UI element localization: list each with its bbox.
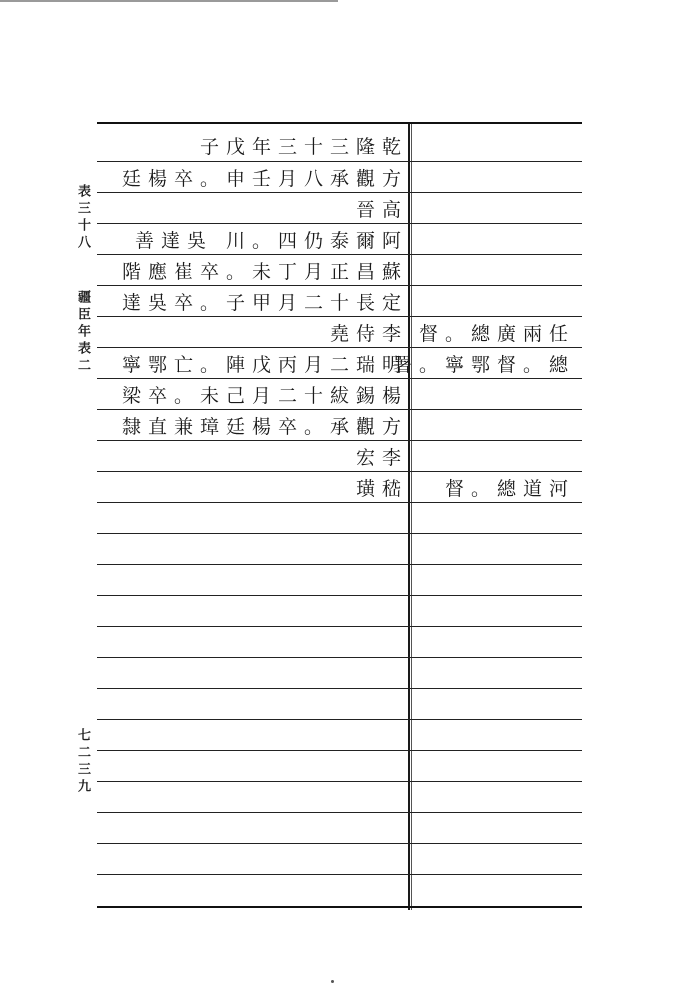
gov-cell: [415, 162, 579, 193]
main-cell: 子戊年三十三隆乾: [199, 136, 408, 158]
row-rule: [97, 781, 582, 782]
main-cell: 達吳卒。子甲月二十長定: [121, 292, 408, 314]
table-row: [97, 224, 582, 255]
table-label: 表三十八: [75, 184, 90, 252]
gov-cell: 督。總道河: [444, 478, 575, 500]
row-rule: [97, 657, 582, 658]
section-title: 疆臣年表二: [75, 290, 90, 375]
table-row: [97, 286, 582, 317]
row-rule: [97, 533, 582, 534]
gov-cell: 督。總廣兩任: [418, 323, 575, 345]
table-row: [97, 162, 582, 193]
main-cell: 廷楊卒。申壬月八承觀方: [121, 168, 408, 190]
gov-cell: [415, 193, 579, 224]
row-rule: [97, 874, 582, 875]
row-rule: [97, 843, 582, 844]
row-rule: [97, 564, 582, 565]
table-row: [97, 317, 582, 348]
main-cell: 晉高: [355, 199, 408, 221]
table-row: [97, 255, 582, 286]
table-row: [97, 130, 582, 161]
gov-cell: [415, 286, 579, 317]
main-cell: 隸直兼璋廷楊卒。承觀方: [121, 416, 408, 438]
table-row: [97, 410, 582, 441]
row-rule: [97, 719, 582, 720]
table-row: [97, 441, 582, 472]
main-cell: 階應崔卒。未丁月正昌蘇: [121, 261, 408, 283]
table-bottom-rule: [97, 906, 582, 908]
main-cell: 梁卒。未己月二十紱錫楊: [121, 385, 408, 407]
scan-speck: [331, 980, 334, 983]
main-cell: 堯侍李: [329, 323, 408, 345]
gov-cell: [415, 255, 579, 286]
row-rule: [97, 812, 582, 813]
gov-cell: [415, 130, 579, 161]
table-row: [97, 472, 582, 503]
row-rule: [97, 626, 582, 627]
chronology-table: [97, 122, 582, 910]
table-row: [97, 348, 582, 379]
row-rule: [97, 688, 582, 689]
gov-cell: 署。寧鄂督。總: [392, 354, 575, 376]
gov-cell: [415, 410, 579, 441]
gov-cell: [415, 379, 579, 410]
main-cell: 寧鄂亡。陣戊丙月二瑞明: [121, 354, 408, 376]
row-rule: [97, 750, 582, 751]
main-cell: 善達吳 川。四仍泰爾阿: [134, 230, 408, 252]
row-rule: [97, 595, 582, 596]
gov-cell: [415, 441, 579, 472]
gov-cell: [415, 224, 579, 255]
table-top-rule: [97, 122, 582, 124]
table-row: [97, 379, 582, 410]
page-number: 七二三九: [75, 728, 90, 796]
main-cell: 宏李: [355, 447, 408, 469]
table-row: [97, 193, 582, 224]
main-cell: 璜嵇: [355, 478, 408, 500]
top-scan-rule: [0, 0, 338, 2]
